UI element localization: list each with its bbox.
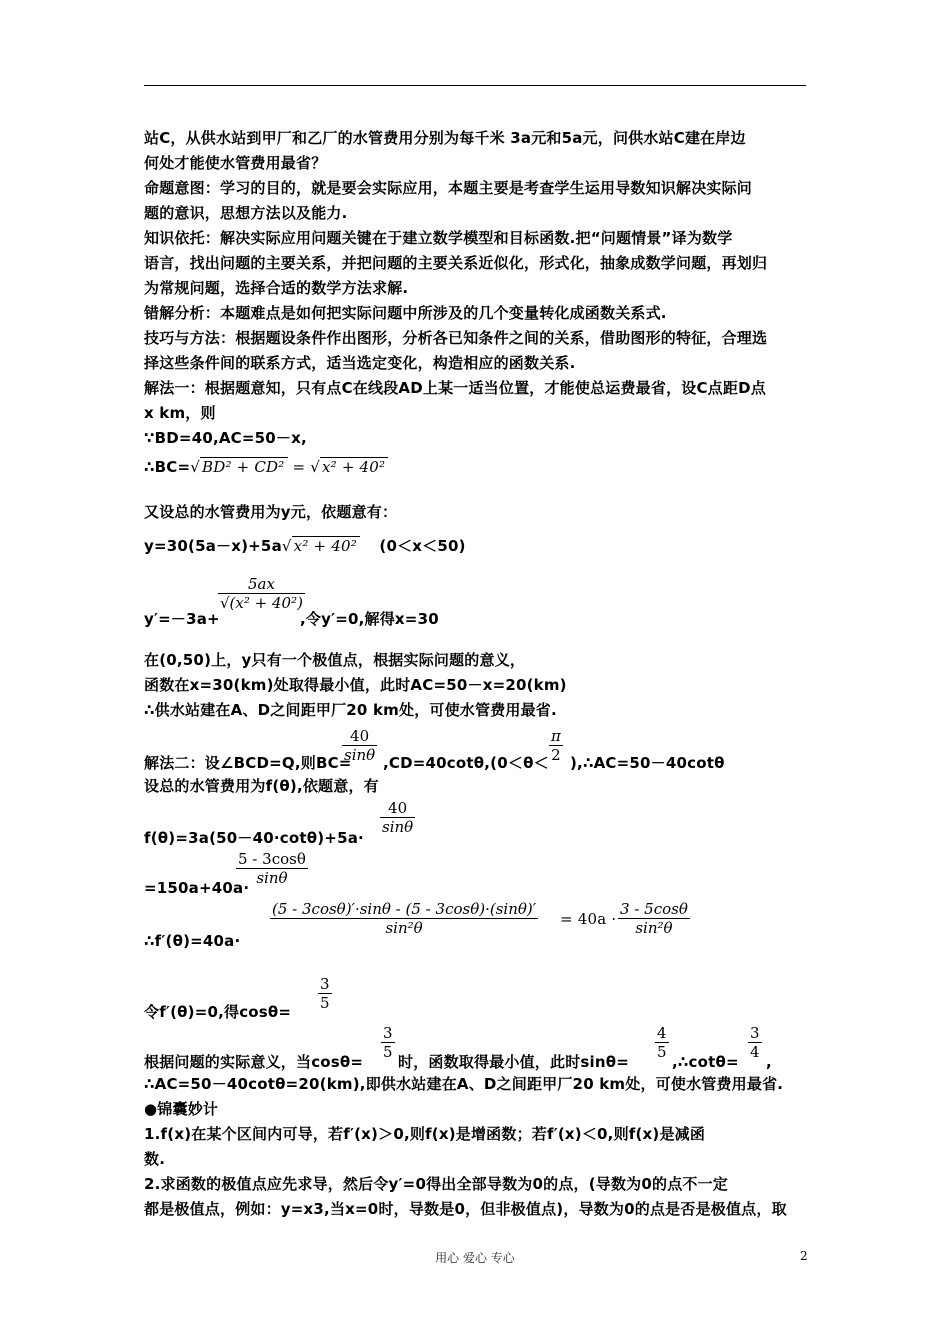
text-line: ∴AC=50－40cotθ=20(km),即供水站建在A、D之间距甲厂20 km处，可使水管费用最省. — [144, 1075, 784, 1093]
fraction-denominator: sinθ — [382, 818, 414, 836]
fraction — [380, 799, 415, 836]
text-line: 令f′(θ)=0,得cosθ= — [144, 1003, 292, 1021]
page-footer: 用心 爱心 专心 — [435, 1251, 515, 1265]
fraction-numerator: 40 — [388, 799, 408, 817]
fraction — [618, 900, 690, 937]
method-two-lead: 解法二：设∠BCD=Q,则BC= — [144, 754, 352, 772]
fraction-denominator: sinθ — [256, 869, 288, 887]
text-line: 题的意识，思想方法以及能力. — [144, 204, 348, 222]
text-line: 都是极值点，例如：y=x3,当x=0时，导数是0，但非极值点)，导数为0的点是否是极值点，取 — [144, 1200, 787, 1218]
sqrt-expression: √ BD² + CD² — [190, 458, 287, 476]
text-line: x km，则 — [144, 404, 216, 422]
equals-40a: = 40a · — [560, 910, 617, 928]
fraction — [318, 975, 332, 1012]
sqrt-radicand: x² + 40² — [292, 536, 360, 555]
conclusion-cot: ,∴cotθ= — [672, 1053, 739, 1071]
text-line: 数. — [144, 1150, 166, 1168]
fraction-denominator: sin²θ — [635, 919, 673, 937]
text-line: 函数在x=30(km)处取得最小值，此时AC=50－x=20(km) — [144, 676, 567, 694]
conclusion-mid: 时，函数取得最小值，此时sinθ= — [398, 1053, 630, 1071]
fraction-numerator: 3 — [383, 1024, 393, 1042]
fraction — [218, 575, 305, 612]
cost-function-line — [144, 537, 466, 555]
fraction-denominator: 5 — [383, 1043, 393, 1061]
sqrt-expression: √ x² + 40² — [310, 458, 388, 476]
domain-range: (0＜x＜50) — [379, 537, 466, 555]
text-line: 2.求函数的极值点应先求导，然后令y′=0得出全部导数为0的点，(导数为0的点不一定 — [144, 1175, 729, 1193]
text-line: 知识依托：解决实际应用问题关键在于建立数学模型和目标函数.把“问题情景”译为数学 — [144, 229, 733, 247]
fraction-numerator: 3 — [320, 975, 330, 993]
derivative-theta-line: ∴f′(θ)=40a· — [144, 932, 241, 950]
fraction-denominator: 2 — [551, 746, 561, 764]
bc-line: ∴BC=√ BD² + CD² = √ x² + 40² — [144, 458, 388, 476]
derivative-lead: y′=－3a+ — [144, 610, 220, 628]
method-two-mid: ,CD=40cotθ,(0＜θ＜ — [383, 754, 549, 772]
fraction — [549, 727, 563, 764]
fraction-denominator: 5 — [657, 1043, 667, 1061]
cost-theta-line: f(θ)=3a(50－40·cotθ)+5a· — [144, 829, 364, 847]
fraction-numerator: 3 - 5cosθ — [620, 900, 688, 918]
fraction-numerator: 5ax — [248, 575, 275, 593]
fraction-numerator: 5 - 3cosθ — [238, 850, 306, 868]
sqrt-radicand: BD² + CD² — [200, 457, 287, 476]
text-line: 站C，从供水站到甲厂和乙厂的水管费用分别为每千米 3a元和5a元，问供水站C建在岸边 — [144, 129, 746, 147]
text-line: 在(0,50)上，y只有一个极值点，根据实际问题的意义， — [144, 651, 526, 669]
fraction-numerator: (5 - 3cosθ)′·sinθ - (5 - 3cosθ)·(sinθ)′ — [272, 900, 537, 918]
conclusion-comma: , — [766, 1053, 772, 1071]
fraction-denominator: √(x² + 40²) — [220, 594, 303, 612]
text-line: ∵BD=40,AC=50－x, — [144, 429, 307, 447]
text-line: ∴供水站建在A、D之间距甲厂20 km处，可使水管费用最省. — [144, 701, 557, 719]
fraction-numerator: 4 — [657, 1024, 667, 1042]
cost-function: y=30(5a－x)+5a — [144, 537, 282, 555]
derivative-tail: ,令y′=0,解得x=30 — [300, 610, 439, 628]
fraction-denominator: 5 — [320, 994, 330, 1012]
fraction — [270, 900, 538, 937]
fraction-denominator: sin²θ — [385, 919, 423, 937]
sqrt-expression: √ x² + 40² — [282, 537, 360, 555]
section-heading: ●锦囊妙计 — [144, 1100, 219, 1118]
text-line: 1.f(x)在某个区间内可导，若f′(x)＞0,则f(x)是增函数；若f′(x)＜0,则f(x)是减函 — [144, 1125, 706, 1143]
text-line: 为常规问题，选择合适的数学方法求解. — [144, 279, 409, 297]
fraction-denominator: 4 — [750, 1043, 760, 1061]
bc-label: ∴BC= — [144, 458, 191, 476]
page-number: 2 — [800, 1249, 808, 1263]
text-line: 语言，找出问题的主要关系，并把问题的主要关系近似化，形式化，抽象成数学问题，再划归 — [144, 254, 768, 272]
text-line: 又设总的水管费用为y元，依题意有： — [144, 503, 398, 521]
fraction-numerator: 40 — [350, 727, 370, 745]
fraction — [748, 1024, 762, 1061]
conclusion-lead: 根据问题的实际意义，当cosθ= — [144, 1053, 364, 1071]
sqrt-radicand: x² + 40² — [320, 457, 388, 476]
fraction-denominator: sinθ — [344, 746, 376, 764]
text-line: 设总的水管费用为f(θ),依题意，有 — [144, 777, 379, 795]
fraction — [655, 1024, 669, 1061]
text-line: 技巧与方法：根据题设条件作出图形，分析各已知条件之间的关系，借助图形的特征，合理选 — [144, 329, 768, 347]
method-two-tail: ),∴AC=50－40cotθ — [570, 754, 725, 772]
text-line: 命题意图：学习的目的，就是要会实际应用，本题主要是考查学生运用导数知识解决实际问 — [144, 179, 753, 197]
cost-expanded-line: =150a+40a· — [144, 879, 250, 897]
header-rule — [144, 85, 806, 86]
fraction-numerator: 3 — [750, 1024, 760, 1042]
fraction — [381, 1024, 395, 1061]
text-line: 解法一：根据题意知，只有点C在线段AD上某一适当位置，才能使总运费最省，设C点距D点 — [144, 379, 766, 397]
text-line: 错解分析：本题难点是如何把实际问题中所涉及的几个变量转化成函数关系式. — [144, 304, 667, 322]
fraction-numerator: π — [551, 727, 561, 745]
text-line: 何处才能使水管费用最省？ — [144, 154, 327, 172]
text-line: 择这些条件间的联系方式，适当选定变化，构造相应的函数关系. — [144, 354, 576, 372]
